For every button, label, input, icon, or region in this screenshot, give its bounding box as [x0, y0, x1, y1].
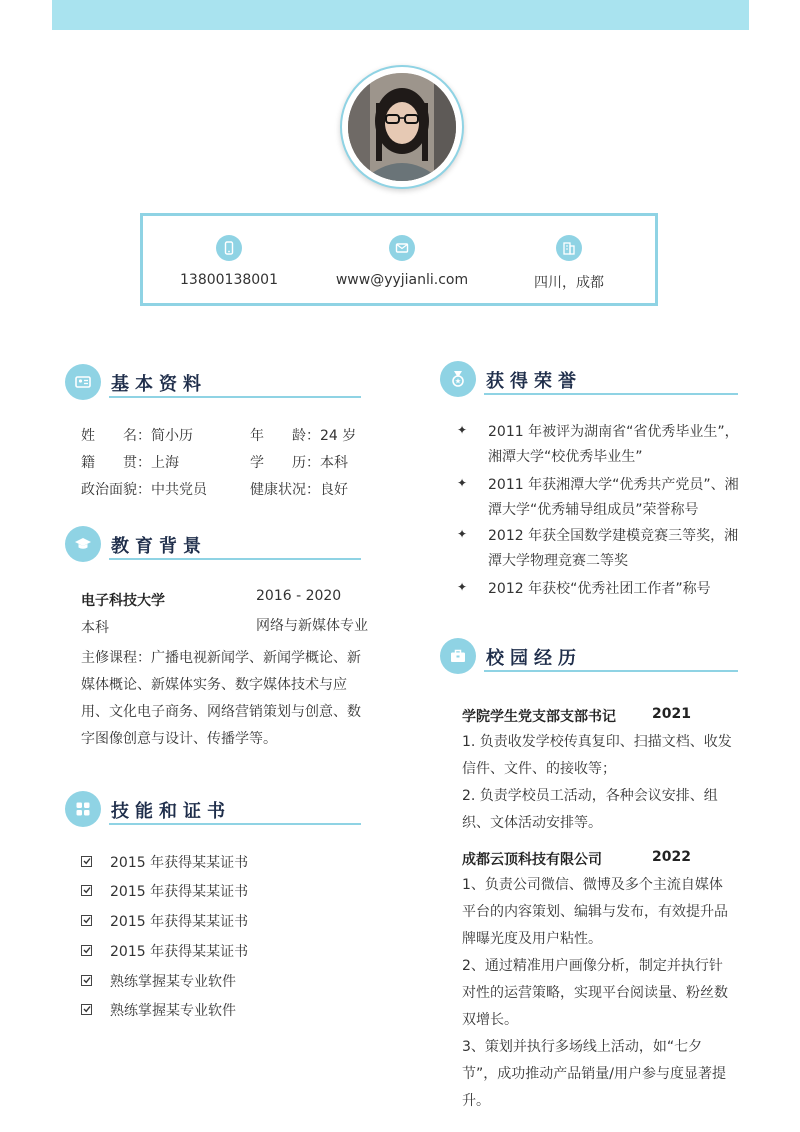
contact-phone	[143, 216, 315, 309]
email-text[interactable]: www@yyjianli.com	[335, 272, 469, 288]
medal-icon	[440, 361, 476, 397]
skill-item: 2015 年获得某某证书	[110, 944, 249, 960]
contact-location	[483, 216, 655, 309]
contact-box	[140, 213, 658, 306]
politics-field: 政治面貌：中共党员	[81, 482, 207, 498]
checkbox-icon	[81, 856, 92, 867]
star-bullet-icon: ✦	[457, 476, 468, 490]
section-education	[65, 526, 361, 566]
section-title: 基本资料	[111, 374, 207, 395]
section-underline	[109, 558, 361, 560]
skill-item: 2015 年获得某某证书	[110, 914, 249, 930]
section-underline	[109, 823, 361, 825]
contact-email	[316, 216, 488, 309]
graduation-cap-icon	[65, 526, 101, 562]
checkbox-icon	[81, 885, 92, 896]
degree: 本科	[81, 620, 109, 636]
section-title: 获得荣誉	[486, 371, 582, 392]
checkbox-icon	[81, 915, 92, 926]
campus-desc: 1、负责公司微信、微博及多个主流自媒体平台的内容策划、编辑与发布，有效提升品牌曝光度及用户粘性。 2、通过精准用户画像分析，制定并执行针对性的运营策略，实现平台阅读量、粉丝数双增长。 3、策划并执行多场线上活动，如“七夕节”，成功推动产品销量/用户参与度显著提升。	[462, 877, 728, 1109]
star-bullet-icon: ✦	[457, 527, 468, 541]
campus-org: 成都云顶科技有限公司	[462, 852, 602, 868]
location-text: 四川，成都	[534, 275, 604, 291]
courses-text: 主修课程：广播电视新闻学、新闻学概论、新媒体概论、新媒体实务、数字媒体技术与应用、文化电子商务、网络营销策划与创意、数字图像创意与设计、传播学等。	[81, 650, 361, 747]
origin-field: 籍 贯：上海	[81, 455, 179, 471]
briefcase-icon	[440, 638, 476, 674]
section-skills	[65, 791, 361, 831]
section-honors	[440, 361, 738, 401]
checkbox-icon	[81, 975, 92, 986]
id-card-icon	[65, 364, 101, 400]
mail-icon	[389, 235, 415, 261]
section-title: 教育背景	[111, 536, 207, 557]
avatar-frame	[340, 65, 464, 189]
age-field: 年 龄：24 岁	[250, 428, 357, 444]
building-icon	[556, 235, 582, 261]
campus-org: 学院学生党支部支部书记	[462, 709, 616, 725]
star-bullet-icon: ✦	[457, 580, 468, 594]
top-banner	[52, 0, 749, 30]
name-field: 姓 名：简小历	[81, 428, 193, 444]
section-underline	[109, 396, 361, 398]
school-name: 电子科技大学	[81, 593, 165, 609]
section-title: 技能和证书	[111, 801, 231, 822]
honor-item: 2012 年获全国数学建模竞赛三等奖，湘潭大学物理竞赛二等奖	[488, 528, 739, 569]
health-field: 健康状况：良好	[250, 482, 348, 498]
section-underline	[484, 670, 738, 672]
phone-text: 13800138001	[180, 272, 278, 288]
skill-item: 熟练掌握某专业软件	[110, 1003, 236, 1019]
section-basic-info	[65, 364, 361, 404]
section-title: 校园经历	[486, 648, 582, 669]
checkbox-icon	[81, 1004, 92, 1015]
campus-year: 2021	[652, 706, 691, 722]
grid-icon	[65, 791, 101, 827]
education-level-field: 学 历：本科	[250, 455, 348, 471]
star-bullet-icon: ✦	[457, 423, 468, 437]
major: 网络与新媒体专业	[256, 618, 368, 634]
checkbox-icon	[81, 945, 92, 956]
skill-item: 熟练掌握某专业软件	[110, 974, 236, 990]
honor-item: 2012 年获校“优秀社团工作者”称号	[488, 581, 711, 597]
avatar	[348, 73, 456, 181]
campus-desc: 1. 负责收发学校传真复印、扫描文档、收发信件、文件、的接收等； 2. 负责学校员工活动，各种会议安排、组织、文体活动安排等。	[462, 734, 732, 831]
study-period: 2016 - 2020	[256, 588, 342, 604]
phone-icon	[216, 235, 242, 261]
campus-year: 2022	[652, 849, 691, 865]
section-underline	[484, 393, 738, 395]
section-campus	[440, 638, 738, 678]
honor-item: 2011 年获湘潭大学“优秀共产党员”、湘潭大学“优秀辅导组成员”荣誉称号	[488, 477, 739, 518]
skill-item: 2015 年获得某某证书	[110, 884, 249, 900]
skill-item: 2015 年获得某某证书	[110, 855, 249, 871]
honor-item: 2011 年被评为湖南省“省优秀毕业生”，湘潭大学“校优秀毕业生”	[488, 424, 739, 465]
